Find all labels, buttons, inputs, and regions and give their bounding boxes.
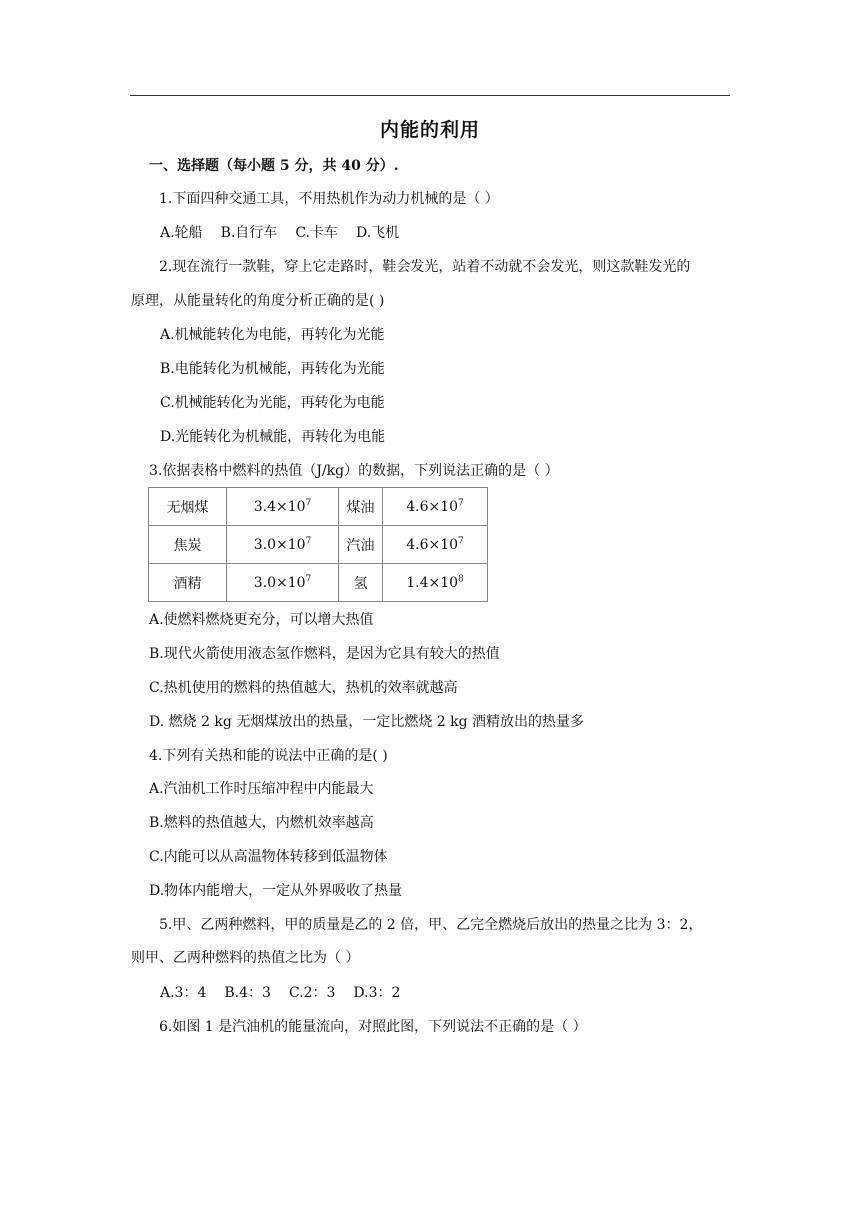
q6-stem: 6.如图 1 是汽油机的能量流向，对照此图，下列说法不正确的是（ ） xyxy=(159,1019,587,1035)
q4-option-d: D.物体内能增大，一定从外界吸收了热量 xyxy=(149,883,403,899)
heat-value-cell: $3.4\times 10^7$ xyxy=(227,488,339,526)
q5-options xyxy=(160,983,400,1003)
q4-stem: 4.下列有关热和能的说法中正确的是( ) xyxy=(149,748,388,764)
q5-stem-line1: 5.甲、乙两种燃料，甲的质量是乙的 2 倍，甲、乙完全燃烧后放出的热量之比为 3：2， xyxy=(159,917,703,933)
q3-option-d: D. 燃烧 2 kg 无烟煤放出的热量，一定比燃烧 2 kg 酒精放出的热量多 xyxy=(149,714,585,730)
table-row xyxy=(149,564,488,602)
q5-option-d: D.3：2 xyxy=(353,985,401,1001)
q1-option-b: B.自行车 xyxy=(220,225,278,241)
heat-value-cell: $3.0\times 10^7$ xyxy=(227,564,339,602)
q4-option-b: B.燃料的热值越大，内燃机效率越高 xyxy=(149,815,374,831)
q5-option-a: A.3：4 xyxy=(160,985,207,1001)
heat-value-cell: $3.0\times 10^7$ xyxy=(227,526,339,564)
q2-option-c: C.机械能转化为光能，再转化为电能 xyxy=(160,395,385,411)
fuel-name-cell: 酒精 xyxy=(149,564,227,602)
q2-stem-line1: 2.现在流行一款鞋，穿上它走路时，鞋会发光，站着不动就不会发光，则这款鞋发光的 xyxy=(159,259,691,275)
section-heading: 一、选择题（每小题 5 分，共 40 分）. xyxy=(149,158,399,174)
q4-option-a: A.汽油机工作时压缩冲程中内能最大 xyxy=(149,781,374,797)
fuel-name-cell: 煤油 xyxy=(339,488,383,526)
fuel-heat-value-table xyxy=(148,487,488,602)
q5-stem-line2: 则甲、乙两种燃料的热值之比为（ ） xyxy=(131,950,360,966)
q5-option-b: B.4：3 xyxy=(224,985,271,1001)
q1-option-c: C.卡车 xyxy=(295,225,338,241)
q1-option-d: D.飞机 xyxy=(355,225,400,241)
q3-stem: 3.依据表格中燃料的热值（J/kg）的数据，下列说法正确的是（ ） xyxy=(149,463,559,479)
heat-value-cell: $4.6\times 10^7$ xyxy=(383,526,488,564)
table-row xyxy=(149,526,488,564)
q3-option-b: B.现代火箭使用液态氢作燃料，是因为它具有较大的热值 xyxy=(149,646,500,662)
fuel-name-cell: 焦炭 xyxy=(149,526,227,564)
q3-option-c: C.热机使用的燃料的热值越大，热机的效率就越高 xyxy=(149,680,458,696)
q2-option-b: B.电能转化为机械能，再转化为光能 xyxy=(160,361,385,377)
q2-option-d: D.光能转化为机械能，再转化为电能 xyxy=(160,429,386,445)
q1-options xyxy=(160,223,399,243)
q4-option-c: C.内能可以从高温物体转移到低温物体 xyxy=(149,849,388,865)
heat-value-cell: $4.6\times 10^7$ xyxy=(383,488,488,526)
q2-option-a: A.机械能转化为电能，再转化为光能 xyxy=(160,327,385,343)
page-title: 内能的利用 xyxy=(379,119,480,141)
table-row xyxy=(149,488,488,526)
fuel-name-cell: 无烟煤 xyxy=(149,488,227,526)
q1-option-a: A.轮船 xyxy=(160,225,203,241)
q3-option-a: A.使燃料燃烧更充分，可以增大热值 xyxy=(149,612,374,628)
fuel-name-cell: 汽油 xyxy=(339,526,383,564)
header-rule xyxy=(130,95,730,96)
q1-stem: 1.下面四种交通工具，不用热机作为动力机械的是（ ） xyxy=(159,191,499,207)
q2-stem-line2: 原理，从能量转化的角度分析正确的是( ) xyxy=(131,293,385,309)
heat-value-cell: $1.4\times 10^8$ xyxy=(383,564,488,602)
q5-option-c: C.2：3 xyxy=(288,985,336,1001)
fuel-name-cell: 氢 xyxy=(339,564,383,602)
